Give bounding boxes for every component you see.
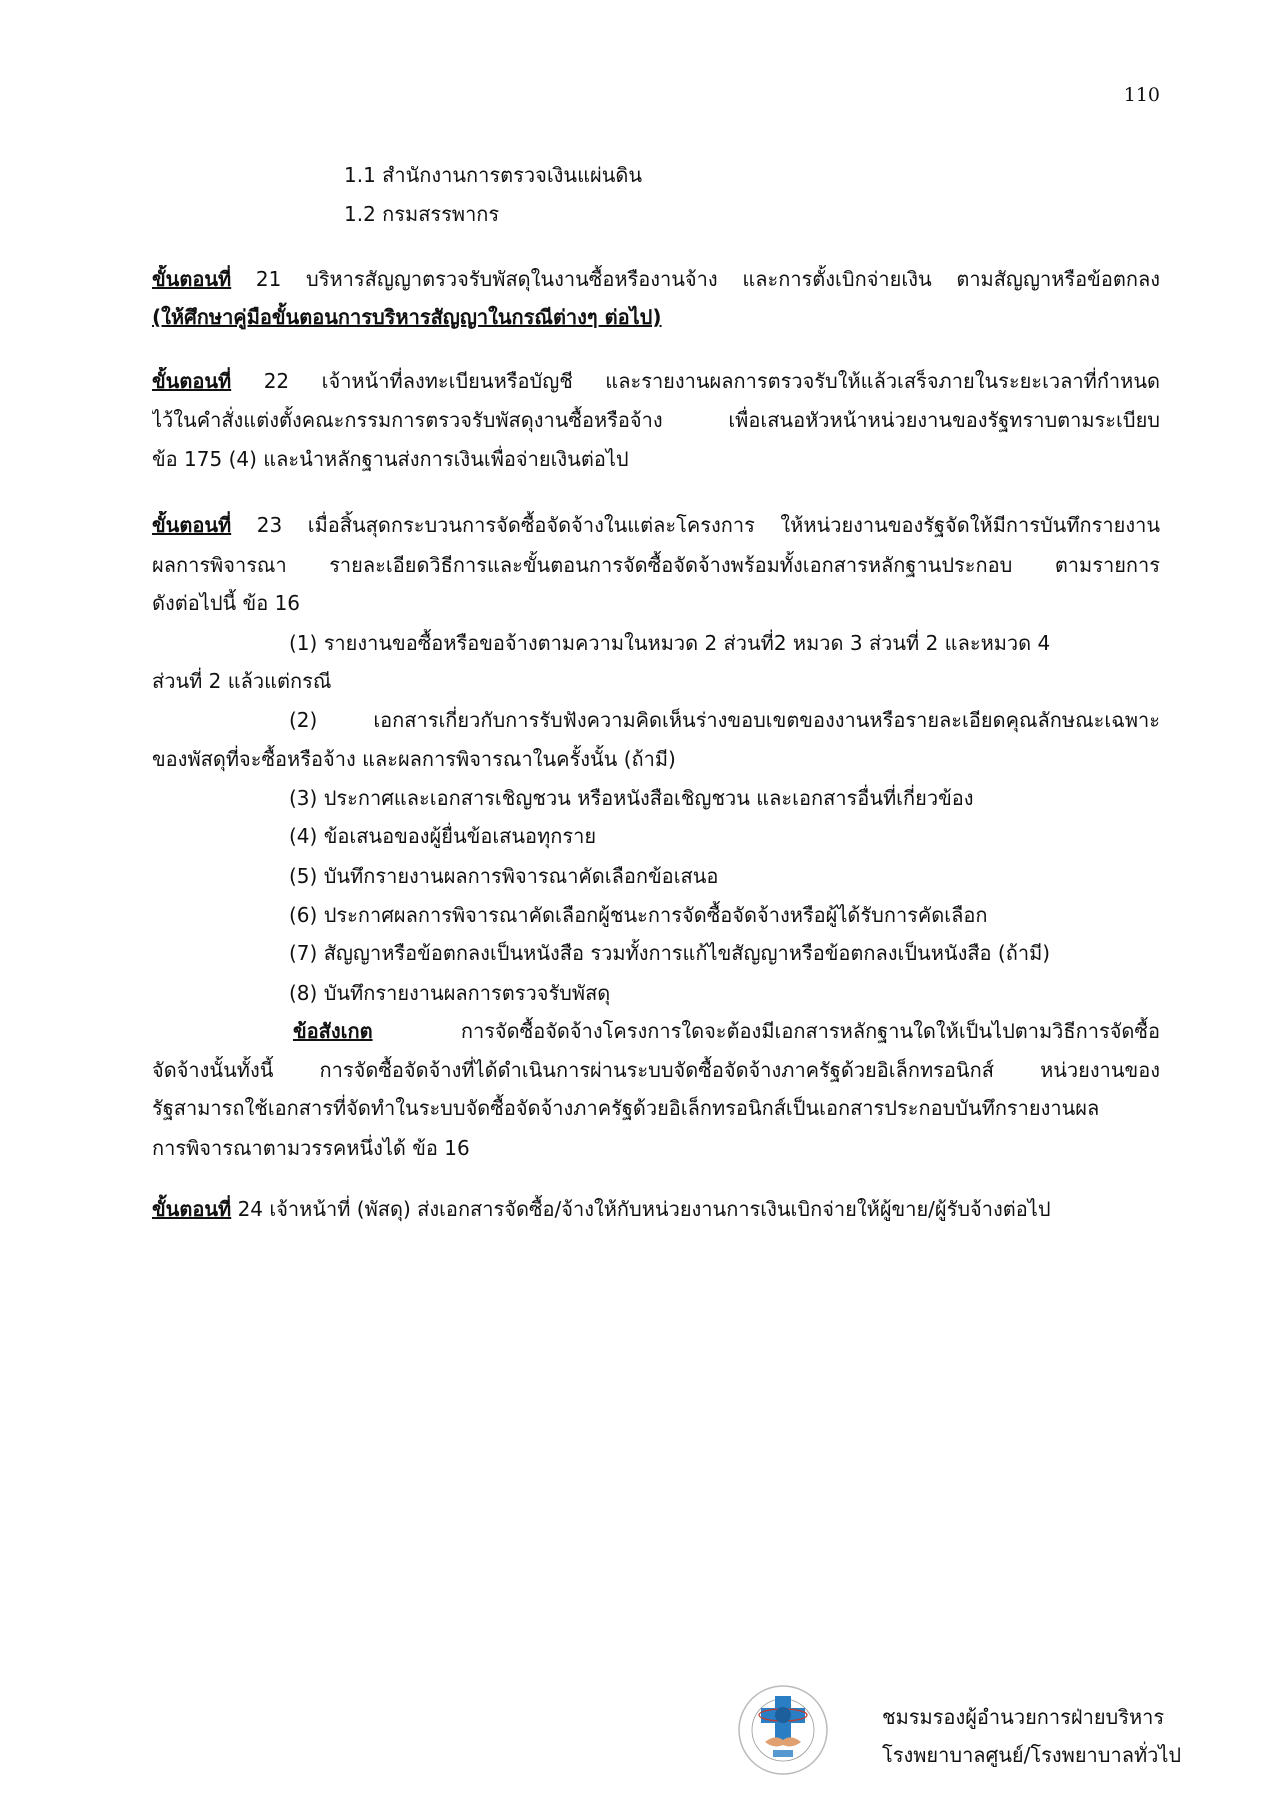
step22-text: 22 เจ้าหน้าที่ลงทะเบียนหรือบัญชี และรายงานผลการตรวจรับให้แล้วเสร็จภายในระยะเวลาที่กำหนด <box>263 369 1160 393</box>
step-label: ขั้นตอนที่ <box>152 1197 232 1221</box>
list-item-1-cont: ส่วนที่ 2 แล้วแต่กรณี <box>152 669 332 693</box>
step22-line3: ข้อ 175 (4) และนำหลักฐานส่งการเงินเพื่อจ่ายเงินต่อไป <box>152 447 629 471</box>
step23-line2: ผลการพิจารณา รายละเอียดวิธีการและขั้นตอนการจัดซื้อจัดจ้างพร้อมทั้งเอกสารหลักฐานประกอบ ตามรายการ <box>152 553 1160 577</box>
logo-globe <box>775 1707 791 1723</box>
list-item-4: (4) ข้อเสนอของผู้ยื่นข้อเสนอทุกราย <box>289 824 597 848</box>
step24-line1 <box>152 1195 1051 1223</box>
list-item-2: (2) เอกสารเกี่ยวกับการรับฟังความคิดเห็นร่างขอบเขตของงานหรือรายละเอียดคุณลักษณะเฉพาะ <box>289 708 1160 732</box>
list-item-7: (7) สัญญาหรือข้อตกลงเป็นหนังสือ รวมทั้งการแก้ไขสัญญาหรือข้อตกลงเป็นหนังสือ (ถ้ามี) <box>289 941 1051 965</box>
step-label: ขั้นตอนที่ <box>152 513 232 537</box>
note-line2: จัดจ้างนั้นทั้งนี้ การจัดซื้อจัดจ้างที่ได้ดำเนินการผ่านระบบจัดซื้อจัดจ้างภาครัฐด้วยอิเล็กทรอนิกส์ หน่วยงานของ <box>152 1058 1160 1082</box>
footer-line1: ชมรมรองผู้อำนวยการฝ่ายบริหาร <box>882 1705 1165 1729</box>
step21-text: 21 บริหารสัญญาตรวจรับพัสดุในงานซื้อหรืองานจ้าง และการตั้งเบิกจ่ายเงิน ตามสัญญาหรือข้อตกลง <box>255 267 1160 291</box>
footer-line2: โรงพยาบาลศูนย์/โรงพยาบาลทั่วไป <box>882 1743 1182 1767</box>
list-item-2-cont: ของพัสดุที่จะซื้อหรือจ้าง และผลการพิจารณาในครั้งนั้น (ถ้ามี) <box>152 747 676 771</box>
step-label: ขั้นตอนที่ <box>152 267 232 291</box>
note-line4: การพิจารณาตามวรรคหนึ่งได้ ข้อ 16 <box>152 1136 470 1160</box>
list-item-8: (8) บันทึกรายงานผลการตรวจรับพัสดุ <box>289 981 611 1005</box>
step21-line1 <box>152 265 1160 293</box>
list-item-3: (3) ประกาศและเอกสารเชิญชวน หรือหนังสือเชิญชวน และเอกสารอื่นที่เกี่ยวข้อง <box>289 786 974 810</box>
association-logo <box>737 1684 829 1776</box>
step22-line2: ไว้ในคำสั่งแต่งตั้งคณะกรรมการตรวจรับพัสดุงานซื้อหรือจ้าง เพื่อเสนอหัวหน้าหน่วยงานของรัฐทราบตามระเบียบ <box>152 408 1160 432</box>
note-line3: รัฐสามารถใช้เอกสารที่จัดทำในระบบจัดซื้อจัดจ้างภาครัฐด้วยอิเล็กทรอนิกส์เป็นเอกสารประกอบบันทึกรายงานผล <box>152 1096 1100 1120</box>
item-1-2: 1.2 กรมสรรพากร <box>344 202 500 226</box>
logo-abbrev <box>773 1750 793 1757</box>
item-1-1: 1.1 สำนักงานการตรวจเงินแผ่นดิน <box>344 163 643 187</box>
step24-text: 24 เจ้าหน้าที่ (พัสดุ) ส่งเอกสารจัดซื้อ/จ้างให้กับหน่วยงานการเงินเบิกจ่ายให้ผู้ขาย/ผู้รับจ้างต่อไป <box>237 1197 1051 1221</box>
list-item-1: (1) รายงานขอซื้อหรือขอจ้างตามความในหมวด 2 ส่วนที่2 หมวด 3 ส่วนที่ 2 และหมวด 4 <box>289 631 1051 655</box>
step22-line1 <box>152 367 1160 395</box>
step21-line2: (ให้ศึกษาคู่มือขั้นตอนการบริหารสัญญาในกรณีต่างๆ ต่อไป) <box>152 305 662 329</box>
page-number: 110 <box>1123 84 1160 106</box>
note-text: การจัดซื้อจัดจ้างโครงการใดจะต้องมีเอกสารหลักฐานใดให้เป็นไปตามวิธีการจัดซื้อ <box>460 1019 1160 1043</box>
step-label: ขั้นตอนที่ <box>152 369 232 393</box>
list-item-5: (5) บันทึกรายงานผลการพิจารณาคัดเลือกข้อเสนอ <box>289 864 719 888</box>
step23-line1 <box>152 511 1160 539</box>
step23-text: 23 เมื่อสิ้นสุดกระบวนการจัดซื้อจัดจ้างในแต่ละโครงการ ให้หน่วยงานของรัฐจัดให้มีการบันทึกรายงาน <box>256 513 1160 537</box>
note-label: ข้อสังเกต <box>293 1019 373 1043</box>
step23-line3: ดังต่อไปนี้ ข้อ 16 <box>152 591 301 615</box>
list-item-6: (6) ประกาศผลการพิจารณาคัดเลือกผู้ชนะการจัดซื้อจัดจ้างหรือผู้ได้รับการคัดเลือก <box>289 903 988 927</box>
note-line1 <box>293 1017 1160 1045</box>
